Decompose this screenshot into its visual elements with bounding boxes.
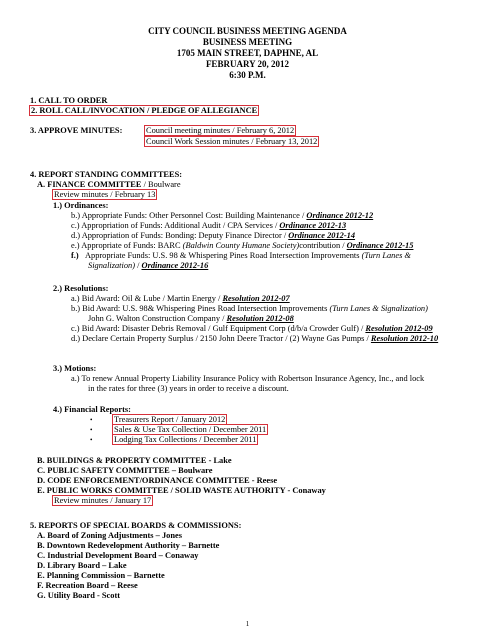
sales-tax-report-link[interactable] xyxy=(113,425,267,435)
ordinance-link[interactable]: Ordinance 2012-16 xyxy=(141,261,209,270)
work-session-minutes-link[interactable] xyxy=(145,137,318,147)
resolution-note: (Turn Lanes & Signalization) xyxy=(329,304,428,313)
ordinance-link[interactable]: Ordinance 2012-13 xyxy=(279,221,347,230)
ordinance-link[interactable]: Ordinance 2012-14 xyxy=(288,231,356,240)
board-item: G. Utility Board - Scott xyxy=(37,591,121,600)
ordinance-note: (Turn Lanes & xyxy=(361,251,411,260)
finance-committee-heading xyxy=(37,180,181,190)
bullet-icon: • xyxy=(90,416,93,424)
report-label: Sales & Use Tax Collection / December 2011 xyxy=(114,425,267,434)
roll-call-link[interactable] xyxy=(30,106,258,116)
finance-review-minutes-link[interactable] xyxy=(53,190,156,200)
report-label: Treasurers Report / January 2012 xyxy=(114,415,226,424)
special-boards-heading: 5. REPORTS OF SPECIAL BOARDS & COMMISSIONS: xyxy=(30,521,242,530)
resolution-text: a.) Bid Award: Oil & Lube / Martin Energy / xyxy=(71,294,223,303)
ordinance-text: contribution / xyxy=(299,241,347,250)
ordinance-letter: f.) xyxy=(71,251,79,260)
resolution-link[interactable]: Resolution 2012-09 xyxy=(365,324,433,333)
bullet-icon: • xyxy=(90,436,93,444)
ordinance-item xyxy=(71,251,411,261)
public-works-title: E. PUBLIC WORKS COMMITTEE / SOLID WASTE AUTHORITY xyxy=(37,486,286,495)
ordinance-item xyxy=(71,221,346,231)
report-label: Lodging Tax Collections / December 2011 xyxy=(114,435,257,444)
board-item: C. Industrial Development Board – Conaway xyxy=(37,551,199,560)
motion-item: a.) To renew Annual Property Liability Insurance Policy with Robertson Insurance Agency, Inc., and lock xyxy=(71,374,425,383)
resolution-link[interactable]: Resolution 2012-08 xyxy=(226,314,294,323)
motion-item-continued: in the rates for three (3) years in order to receive a discount. xyxy=(88,384,289,393)
council-minutes-label: Council meeting minutes / February 6, 2012 xyxy=(146,126,295,135)
resolution-item-continued xyxy=(88,314,294,324)
code-enforcement-committee: D. CODE ENFORCEMENT/ORDINANCE COMMITTEE - Reese xyxy=(37,476,278,485)
roll-call-label: 2. ROLL CALL/INVOCATION / PLEDGE OF ALLEGIANCE xyxy=(31,106,258,115)
public-works-review-label: Review minutes / January 17 xyxy=(54,496,152,505)
public-works-review-link[interactable] xyxy=(53,496,152,506)
resolution-item xyxy=(71,324,433,334)
meeting-type: BUSINESS MEETING xyxy=(202,37,293,47)
finance-review-minutes-label: Review minutes / February 13 xyxy=(54,190,156,199)
ordinances-heading: 1.) Ordinances: xyxy=(53,201,109,210)
work-session-minutes-label: Council Work Session minutes / February 13, 2012 xyxy=(146,137,318,146)
ordinance-separator: / xyxy=(135,261,142,270)
resolution-link[interactable]: Resolution 2012-07 xyxy=(222,294,290,303)
bullet-icon: • xyxy=(90,426,93,434)
page-number: 1 xyxy=(245,620,250,628)
ordinance-text: e.) Appropriate of Funds: BARC xyxy=(71,241,183,250)
ordinance-note: Signalization) xyxy=(88,261,135,270)
resolution-item xyxy=(71,304,428,314)
agenda-title: CITY COUNCIL BUSINESS MEETING AGENDA xyxy=(148,26,347,36)
resolution-link[interactable]: Resolution 2012-10 xyxy=(370,334,439,343)
public-safety-committee: C. PUBLIC SAFETY COMMITTEE – Boulware xyxy=(37,466,213,475)
resolutions-heading: 2.) Resolutions: xyxy=(53,284,109,293)
public-works-committee xyxy=(37,486,326,496)
resolution-item xyxy=(71,334,438,344)
public-works-chair: - Conaway xyxy=(285,486,326,495)
ordinance-link[interactable]: Ordinance 2012-15 xyxy=(346,241,414,250)
motions-heading: 3.) Motions: xyxy=(53,364,97,373)
resolution-text: c.) Bid Award: Disaster Debris Removal / Gulf Equipment Corp (d/b/a Crowder Gulf) / xyxy=(71,324,366,333)
ordinance-text: b.) Appropriate Funds: Other Personnel Cost: Building Maintenance / xyxy=(71,211,307,220)
board-item: F. Recreation Board – Reese xyxy=(37,581,138,590)
treasurers-report-link[interactable] xyxy=(113,415,226,425)
approve-minutes-heading: 3. APPROVE MINUTES: xyxy=(30,126,123,135)
board-item: A. Board of Zoning Adjustments – Jones xyxy=(37,531,182,540)
finance-committee-chair: / Boulware xyxy=(141,180,181,189)
ordinance-link[interactable]: Ordinance 2012-12 xyxy=(306,211,374,220)
meeting-address: 1705 MAIN STREET, DAPHNE, AL xyxy=(176,48,319,58)
board-item: B. Downtown Redevelopment Authority – Barnette xyxy=(37,541,220,550)
board-item: E. Planning Commission – Barnette xyxy=(37,571,165,580)
resolution-text: b.) Bid Award: U.S. 98& Whispering Pines Road Intersection Improvements xyxy=(71,304,330,313)
resolution-text: John G. Walton Construction Company / xyxy=(88,314,227,323)
call-to-order: 1. CALL TO ORDER xyxy=(30,96,108,105)
meeting-time: 6:30 P.M. xyxy=(229,70,266,80)
ordinance-text: Appropriate Funds: U.S. 98 & Whispering Pines Road Intersection Improvements xyxy=(84,251,362,260)
board-item: D. Library Board – Lake xyxy=(37,561,127,570)
ordinance-item xyxy=(71,231,355,241)
buildings-committee: B. BUILDINGS & PROPERTY COMMITTEE - Lake xyxy=(37,456,232,465)
ordinance-text: c.) Appropriation of Funds: Additional Audit / CPA Services / xyxy=(71,221,280,230)
council-minutes-link[interactable] xyxy=(145,126,295,136)
ordinance-item-continued xyxy=(88,261,208,271)
resolution-text: d.) Declare Certain Property Surplus / 2150 John Deere Tractor / (2) Wayne Gas Pumps / xyxy=(71,334,371,343)
lodging-tax-report-link[interactable] xyxy=(113,435,257,445)
ordinance-item xyxy=(71,241,413,251)
meeting-date: FEBRUARY 20, 2012 xyxy=(205,59,290,69)
resolution-item xyxy=(71,294,290,304)
ordinance-text: d.) Appropriation of Funds: Bonding: Deputy Finance Director / xyxy=(71,231,289,240)
finance-committee-title: A. FINANCE COMMITTEE xyxy=(37,180,142,189)
ordinance-note: (Baldwin County Humane Society) xyxy=(182,241,300,250)
ordinance-item xyxy=(71,211,373,221)
standing-committees-heading: 4. REPORT STANDING COMMITTEES: xyxy=(30,170,183,179)
financial-reports-heading: 4.) Financial Reports: xyxy=(53,405,131,414)
